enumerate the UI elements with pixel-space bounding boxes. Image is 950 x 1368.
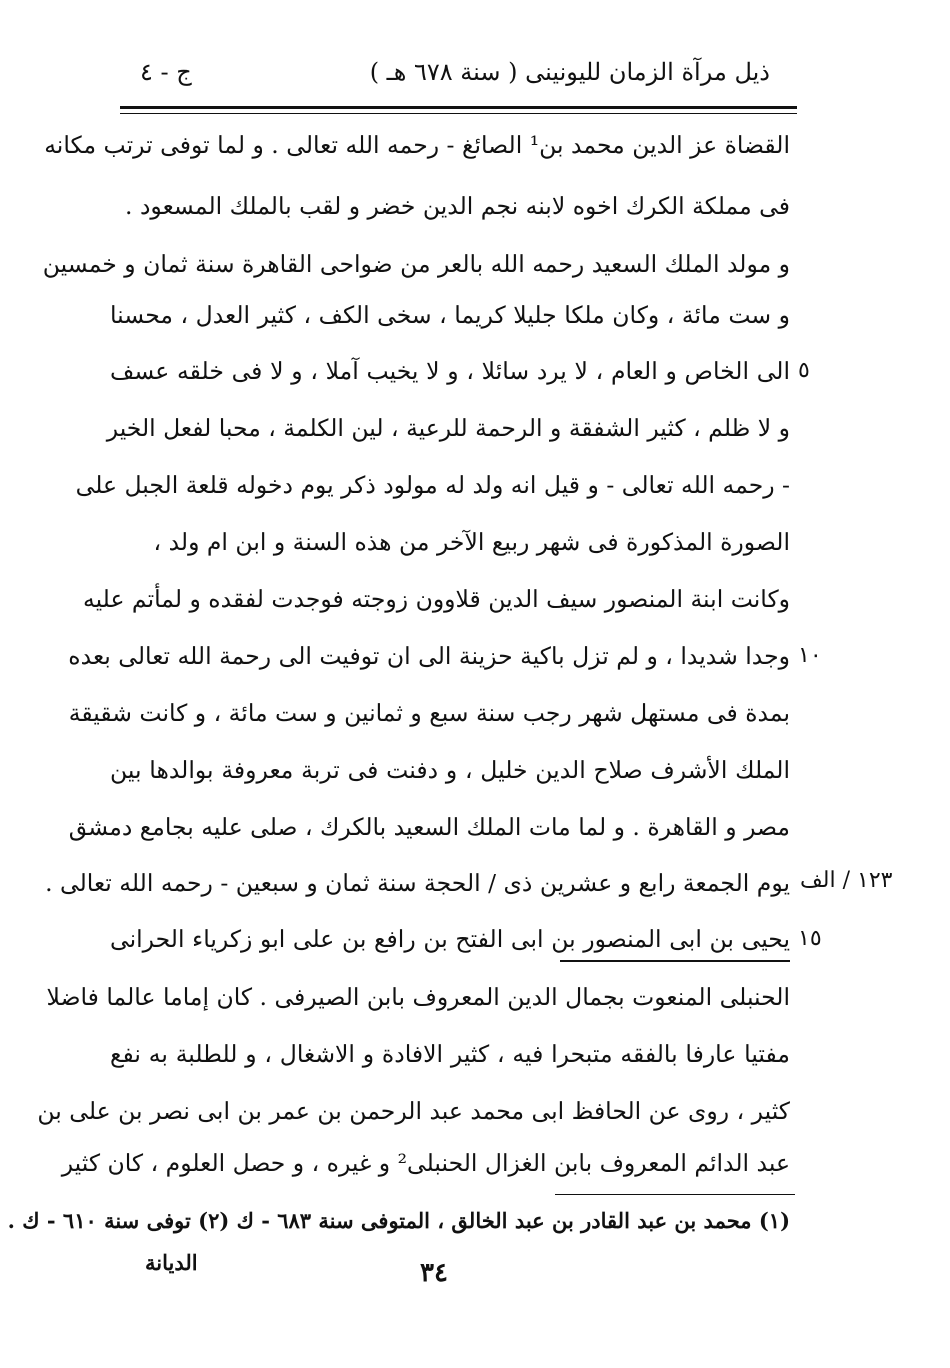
heading-underline [560,960,790,962]
body-line-10: وجدا شديدا ، و لم تزل باكية حزينة الى ان توفيت الى رحمة الله تعالى بعده [68,642,790,670]
page-number: ٣٤ [420,1258,448,1288]
margin-line-number-15: ١٥ [798,926,822,951]
body-line-9: وكانت ابنة المنصور سيف الدين قلاوون زوجته فوجدت لفقده و لمأتم عليه [82,585,790,613]
body-line-19: عبد الدائم المعروف بابن الغزال الحنبلى² و غيره ، و حصل العلوم ، كان كثير [61,1149,790,1177]
running-title: ذيل مرآة الزمان لليونينى ( سنة ٦٧٨ هـ ) [369,58,770,86]
catchword: الديانة [145,1250,198,1275]
margin-line-number-5: ٥ [798,358,810,383]
header-rule-thin [120,113,797,114]
body-line-2: فى مملكة الكرك اخوه لابنه نجم الدين خضر و لقب بالملك المسعود . [125,192,790,220]
footnote-rule [555,1194,795,1195]
body-line-17: مفتيا عارفا بالفقه متبحرا فيه ، كثير الافادة و الاشغال ، و للطلبة به نفع [110,1040,790,1068]
body-line-11: بمدة فى مستهل شهر رجب سنة سبع و ثمانين و ست مائة ، و كانت شقيقة [68,699,790,727]
footnote: (١) محمد بن عبد القادر بن عبد الخالق ، المتوفى سنة ٦٨٣ - ك (٢) توفى سنة ٦١٠ - ك . [7,1208,790,1233]
body-line-13: مصر و القاهرة . و لما مات الملك السعيد بالكرك ، صلى عليه بجامع دمشق [68,813,790,841]
body-line-6: و لا ظلم ، كثير الشفقة و الرحمة للرعية ، لين الكلمة ، محبا لفعل الخير [106,414,790,442]
margin-folio-mark: ١٢٣ / الف [800,868,893,893]
body-line-1: القضاة عز الدين محمد بن¹ الصائغ - رحمه الله تعالى . و لما توفى ترتب مكانه [44,131,790,159]
body-line-7: - رحمه الله تعالى - و قيل انه ولد له مولود ذكر يوم دخوله قلعة الجبل على [75,471,790,499]
body-line-16: الحنبلى المنعوت بجمال الدين المعروف بابن الصيرفى . كان إماما عالما فاضلا [46,983,790,1011]
body-line-18: كثير ، روى عن الحافظ ابى محمد عبد الرحمن بن عمر بن ابى نصر بن على بن [37,1097,790,1125]
body-line-4: و ست مائة ، وكان ملكا جليلا كريما ، سخى الكف ، كثير العدل ، محسنا [110,301,790,329]
body-line-3: و مولد الملك السعيد رحمه الله بالعر من ضواحى القاهرة سنة ثمان و خمسين [42,250,790,278]
volume-label: ج - ٤ [140,58,192,86]
margin-line-number-10: ١٠ [798,643,822,668]
body-line-14: يوم الجمعة رابع و عشرين ذى / الحجة سنة ثمان و سبعين - رحمه الله تعالى . [45,869,790,897]
body-line-12: الملك الأشرف صلاح الدين خليل ، و دفنت فى تربة معروفة بوالدها بين [110,756,790,784]
body-line-5: الى الخاص و العام ، لا يرد سائلا ، و لا يخيب آملا ، و لا فى خلقه عسف [110,357,790,385]
body-line-8: الصورة المذكورة فى شهر ربيع الآخر من هذه السنة و ابن ام ولد ، [153,528,790,556]
body-line-15: يحيى بن ابى المنصور بن ابى الفتح بن رافع بن على ابو زكرياء الحرانى [110,925,790,953]
header-rule-thick [120,106,797,109]
